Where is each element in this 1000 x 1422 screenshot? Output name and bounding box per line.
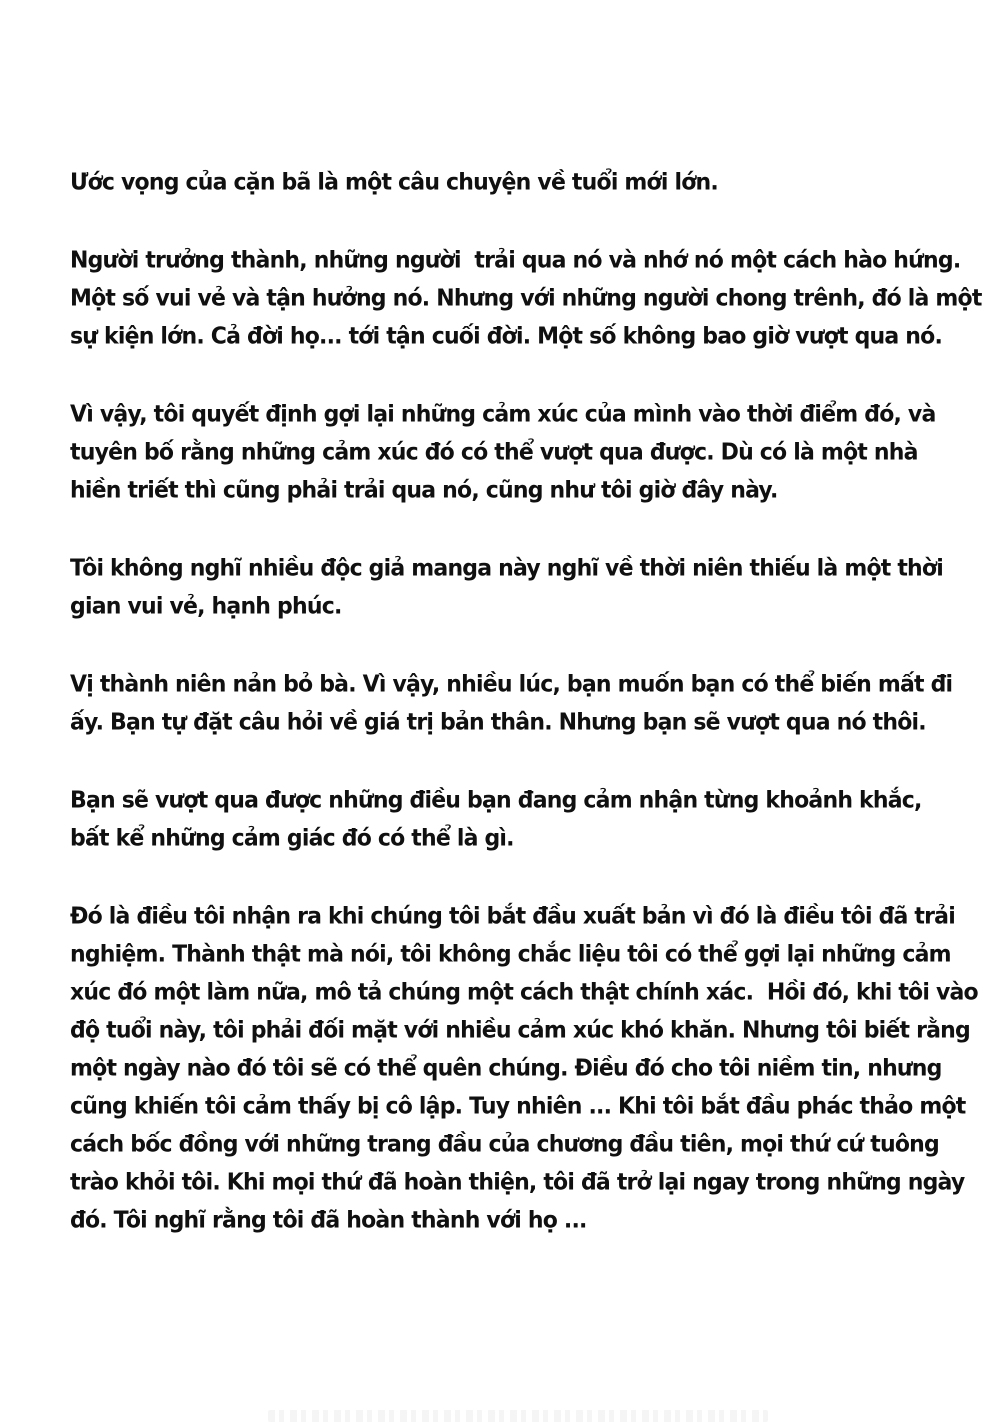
paragraph xyxy=(70,395,940,509)
text-line: ấy. Bạn tự đặt câu hỏi về giá trị bản thân. Nhưng bạn sẽ vượt qua nó thôi. xyxy=(70,709,926,736)
paragraph xyxy=(70,241,982,355)
text-line: Tôi không nghĩ nhiều độc giả manga này nghĩ về thời niên thiếu là một thời xyxy=(70,555,943,582)
text-line: sự kiện lớn. Cả đời họ... tới tận cuối đời. Một số không bao giờ vượt qua nó. xyxy=(70,323,943,350)
text-line: Người trưởng thành, những người trải qua nó và nhớ nó một cách hào hứng. xyxy=(70,247,961,274)
text-line: Đó là điều tôi nhận ra khi chúng tôi bắt đầu xuất bản vì đó là điều tôi đã trải xyxy=(70,903,955,930)
text-line: Ước vọng của cặn bã là một câu chuyện về tuổi mới lớn. xyxy=(70,169,718,196)
text-line: đó. Tôi nghĩ rằng tôi đã hoàn thành với họ ... xyxy=(70,1207,587,1234)
afterword-text-block xyxy=(70,163,982,1279)
paragraph xyxy=(70,163,940,201)
text-line: Một số vui vẻ và tận hưởng nó. Nhưng với những người chong trênh, đó là một xyxy=(70,285,982,312)
text-line: trào khỏi tôi. Khi mọi thứ đã hoàn thiện, tôi đã trở lại ngay trong những ngày xyxy=(70,1169,965,1196)
paragraph xyxy=(70,549,943,625)
text-line: Vị thành niên nản bỏ bà. Vì vậy, nhiều lúc, bạn muốn bạn có thể biến mất đi xyxy=(70,671,953,698)
text-line: cách bốc đồng với những trang đầu của chương đầu tiên, mọi thứ cứ tuông xyxy=(70,1131,939,1158)
text-line: Vì vậy, tôi quyết định gợi lại những cảm xúc của mình vào thời điểm đó, và xyxy=(70,401,936,428)
text-line: Bạn sẽ vượt qua được những điều bạn đang cảm nhận từng khoảnh khắc, xyxy=(70,787,922,814)
paragraph xyxy=(70,781,940,857)
text-line: nghiệm. Thành thật mà nói, tôi không chắc liệu tôi có thể gợi lại những cảm xyxy=(70,941,951,968)
text-line: xúc đó một làm nữa, mô tả chúng một cách thật chính xác. Hồi đó, khi tôi vào xyxy=(70,979,978,1006)
text-line: gian vui vẻ, hạnh phúc. xyxy=(70,593,342,620)
text-line: độ tuổi này, tôi phải đối mặt với nhiều cảm xúc khó khăn. Nhưng tôi biết rằng xyxy=(70,1017,970,1044)
paragraph xyxy=(70,897,978,1239)
text-line: một ngày nào đó tôi sẽ có thể quên chúng. Điều đó cho tôi niềm tin, nhưng xyxy=(70,1055,942,1082)
text-line: tuyên bố rằng những cảm xúc đó có thể vượt qua được. Dù có là một nhà xyxy=(70,439,918,466)
paragraph xyxy=(70,665,953,741)
text-line: cũng khiến tôi cảm thấy bị cô lập. Tuy nhiên ... Khi tôi bắt đầu phác thảo một xyxy=(70,1093,966,1120)
cut-off-credit-watermark xyxy=(268,1410,768,1422)
text-line: bất kể những cảm giác đó có thể là gì. xyxy=(70,825,514,852)
text-line: hiền triết thì cũng phải trải qua nó, cũng như tôi giờ đây này. xyxy=(70,477,778,504)
